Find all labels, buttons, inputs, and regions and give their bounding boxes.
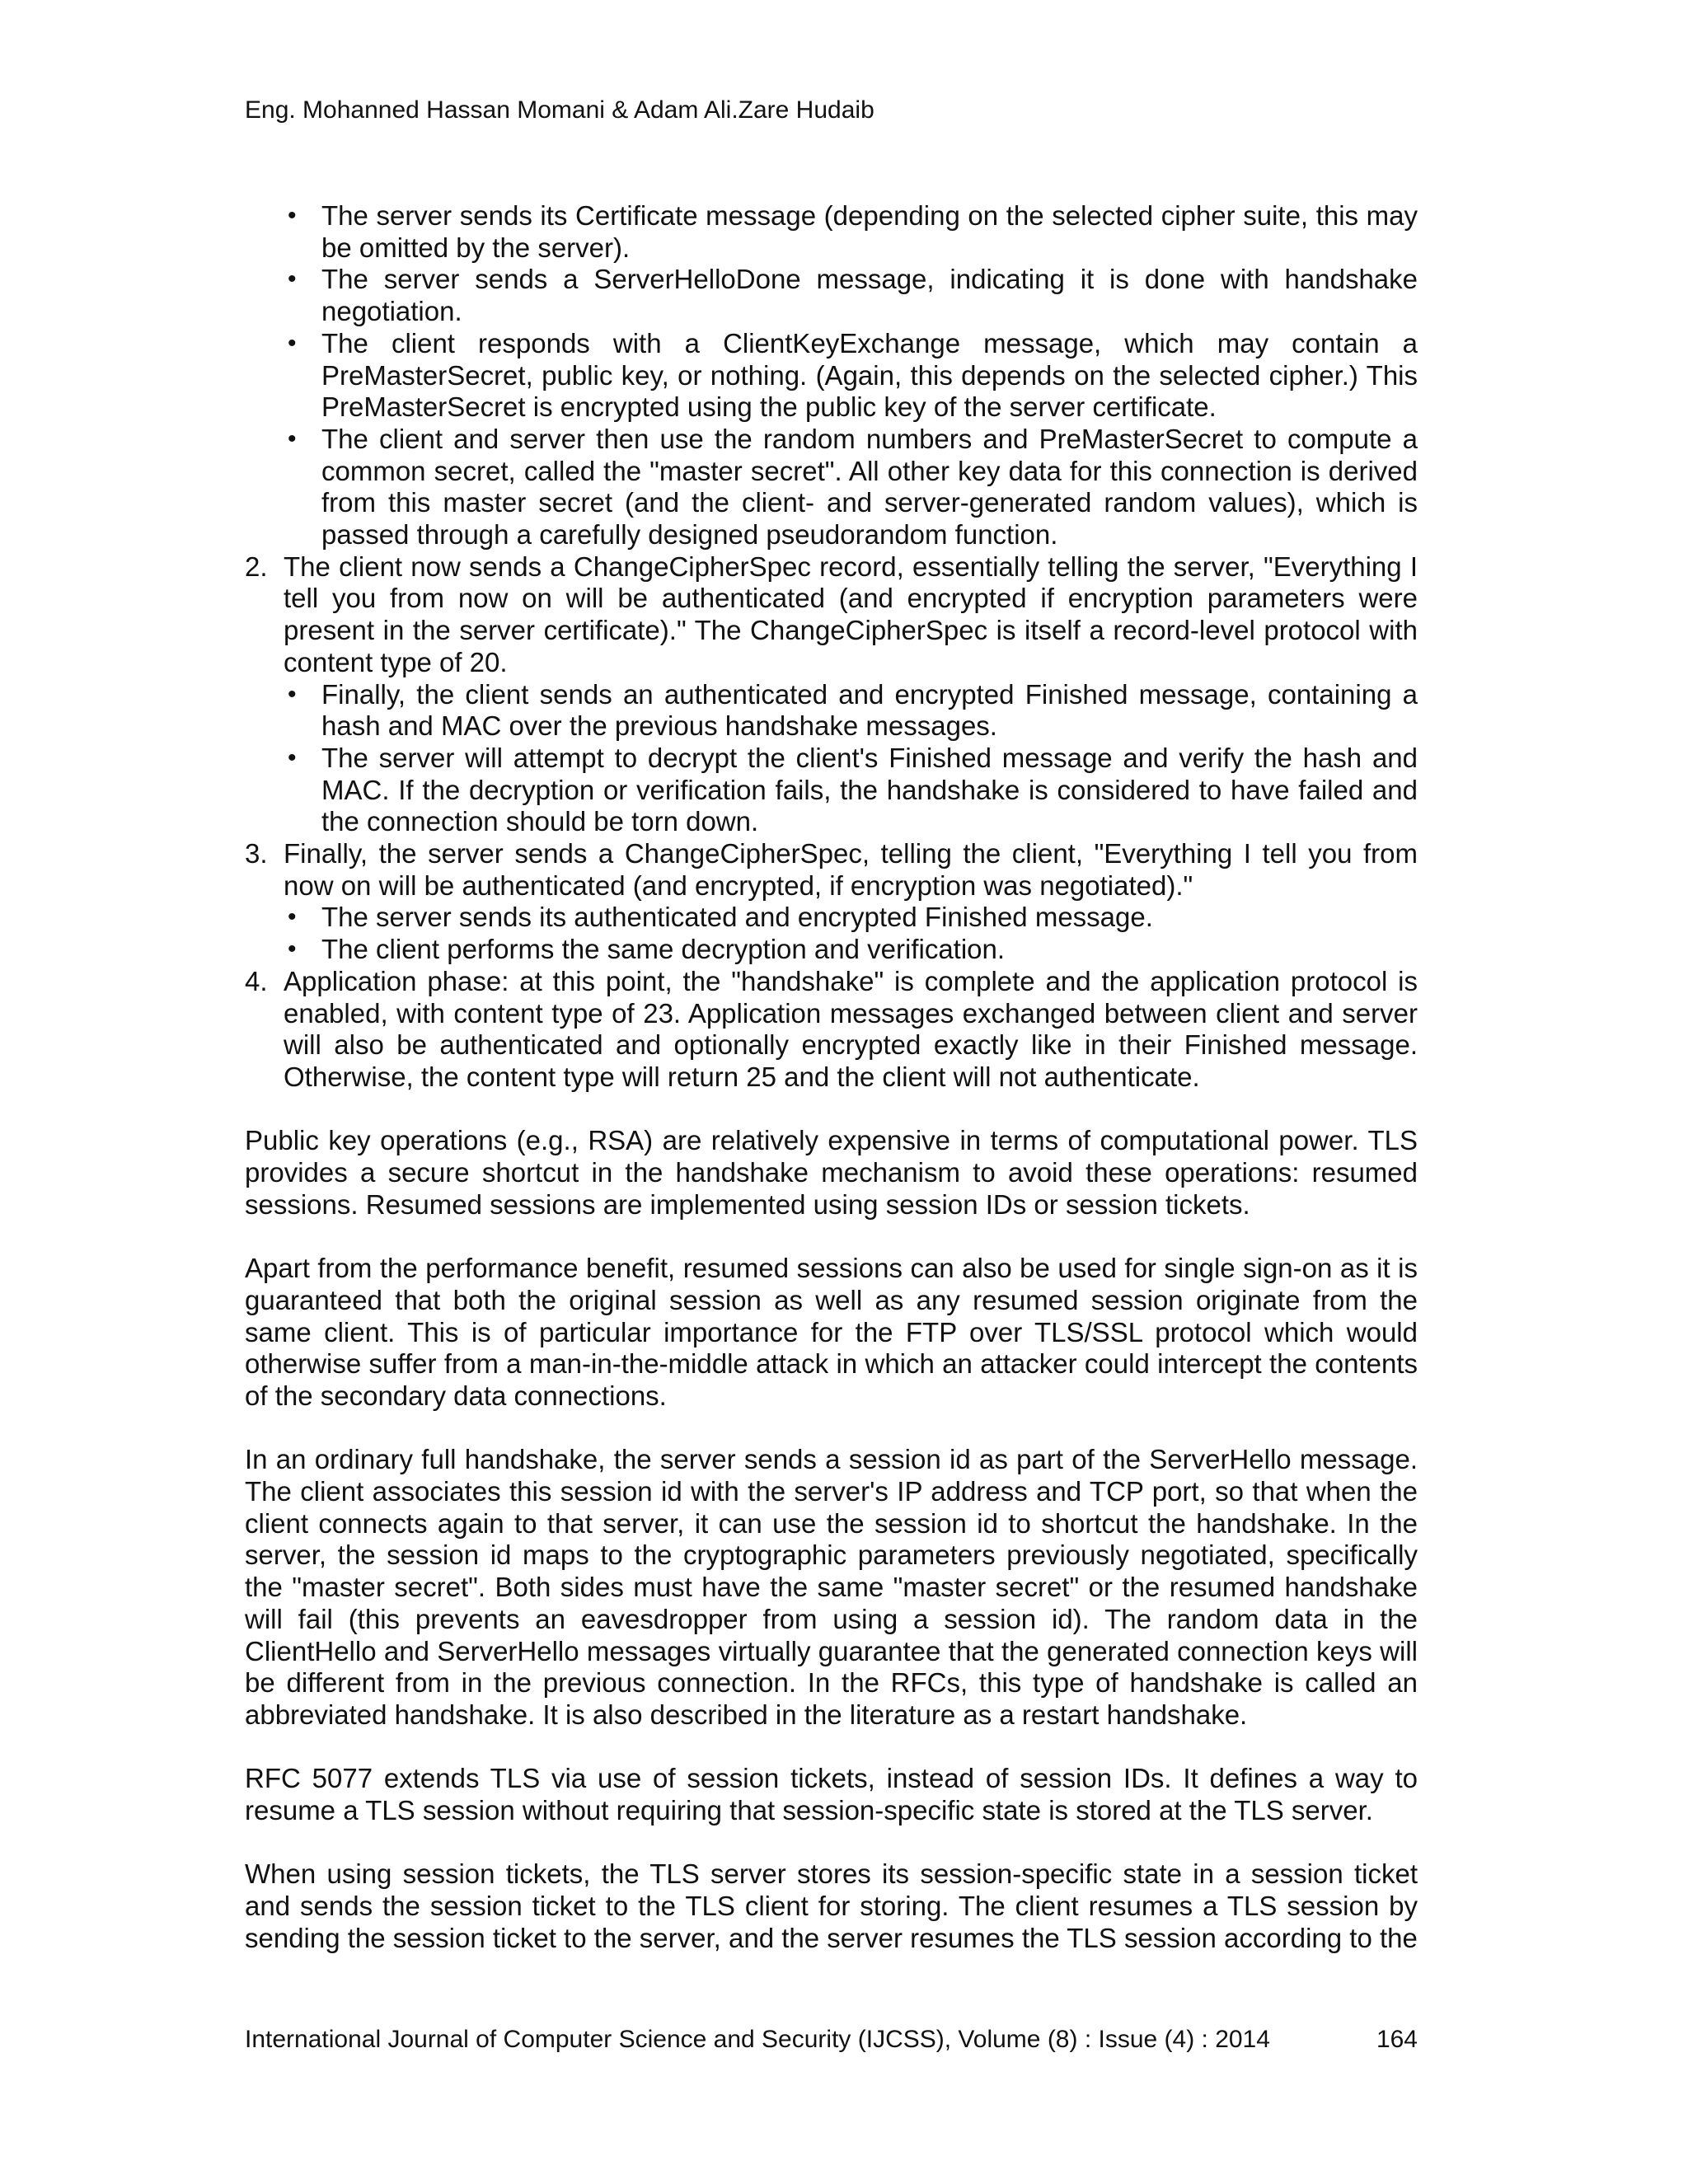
list-item: • The server will attempt to decrypt the client's Finished message and verify the hash and MAC. If the decryption or verification fails, the handshake is considered to have failed and the connection should be torn down. <box>284 743 1418 838</box>
step-number: 4. <box>245 965 268 996</box>
step-number: 3. <box>245 838 268 869</box>
list-item: • The server sends a ServerHelloDone message, indicating it is done with handshake negotiation. <box>245 264 1418 327</box>
article-body <box>245 200 1418 1955</box>
paragraph-session-tickets: When using session tickets, the TLS server stores its session-specific state in a session ticket and sends the session ticket to the TLS client for storing. The client resumes a TLS session by sending the session ticket to the server, and the server resumes the TLS session according to the <box>245 1858 1418 1953</box>
numbered-step-4 <box>245 966 1418 1094</box>
step-text: The client now sends a ChangeCipherSpec record, essentially telling the server, "Everything I tell you from now on will be authenticated (and encrypted if encryption parameters were present in the server certificate)." The ChangeCipherSpec is itself a record-level protocol with content type of 20. <box>284 551 1418 677</box>
paragraph-public-key: Public key operations (e.g., RSA) are relatively expensive in terms of computational power. TLS provides a secure shortcut in the handshake mechanism to avoid these operations: resumed sessions. Resumed sessions are implemented using session IDs or session tickets. <box>245 1125 1418 1220</box>
numbered-step-2 <box>245 551 1418 838</box>
step-text: Application phase: at this point, the "handshake" is complete and the application protocol is enabled, with content type of 23. Application messages exchanged between client and server will also be authenticated and optionally encrypted exactly like in their Finished message. Otherwise, the content type will return 25 and the client will not authenticate. <box>284 965 1418 1092</box>
list-item: • The client performs the same decryption and verification. <box>284 934 1418 966</box>
step-number: 2. <box>245 551 268 582</box>
page-number: 164 <box>1376 2026 1418 2053</box>
list-item: • The client and server then use the random numbers and PreMasterSecret to compute a common secret, called the "master secret". All other key data for this connection is derived from this master secret (and the client- and server-generated random values), which is passed through a carefully designed pseudorandom function. <box>245 424 1418 551</box>
step-text: Finally, the server sends a ChangeCipherSpec, telling the client, "Everything I tell you from now on will be authenticated (and encrypted, if encryption was negotiated)." <box>284 838 1418 901</box>
paragraph-performance: Apart from the performance benefit, resumed sessions can also be used for single sign-on as it is guaranteed that both the original session as well as any resumed session originate from the same client. This is of particular importance for the FTP over TLS/SSL protocol which would otherwise suffer from a man-in-the-middle attack in which an attacker could intercept the contents of the secondary data connections. <box>245 1253 1418 1411</box>
list-item: • The server sends its authenticated and encrypted Finished message. <box>284 902 1418 934</box>
paragraph-rfc5077: RFC 5077 extends TLS via use of session tickets, instead of session IDs. It defines a way to resume a TLS session without requiring that session-specific state is stored at the TLS server. <box>245 1763 1418 1826</box>
list-item: • The client responds with a ClientKeyExchange message, which may contain a PreMasterSecret, public key, or nothing. (Again, this depends on the selected cipher.) This PreMasterSecret is encrypted using the public key of the server certificate. <box>245 328 1418 424</box>
paragraph-full-handshake: In an ordinary full handshake, the server sends a session id as part of the ServerHello message. The client associates this session id with the server's IP address and TCP port, so that when the client connects again to that server, it can use the session id to shortcut the handshake. In the server, the session id maps to the cryptographic parameters previously negotiated, specifically the "master secret". Both sides must have the same "master secret" or the resumed handshake will fail (this prevents an eavesdropper from using a session id). The random data in the ClientHello and ServerHello messages virtually guarantee that the generated connection keys will be different from in the previous connection. In the RFCs, this type of handshake is called an abbreviated handshake. It is also described in the literature as a restart handshake. <box>245 1444 1418 1730</box>
journal-citation: International Journal of Computer Science and Security (IJCSS), Volume (8) : Issue (4) : 2014 <box>245 2026 1270 2053</box>
step-bullet-list <box>284 902 1418 965</box>
list-item: • Finally, the client sends an authenticated and encrypted Finished message, containing a hash and MAC over the previous handshake messages. <box>284 679 1418 743</box>
handshake-bullet-list <box>245 200 1418 551</box>
list-item: • The server sends its Certificate message (depending on the selected cipher suite, this may be omitted by the server). <box>245 200 1418 264</box>
numbered-step-3 <box>245 838 1418 966</box>
running-header: Eng. Mohanned Hassan Momani & Adam Ali.Zare Hudaib <box>245 96 874 124</box>
step-bullet-list <box>284 679 1418 839</box>
